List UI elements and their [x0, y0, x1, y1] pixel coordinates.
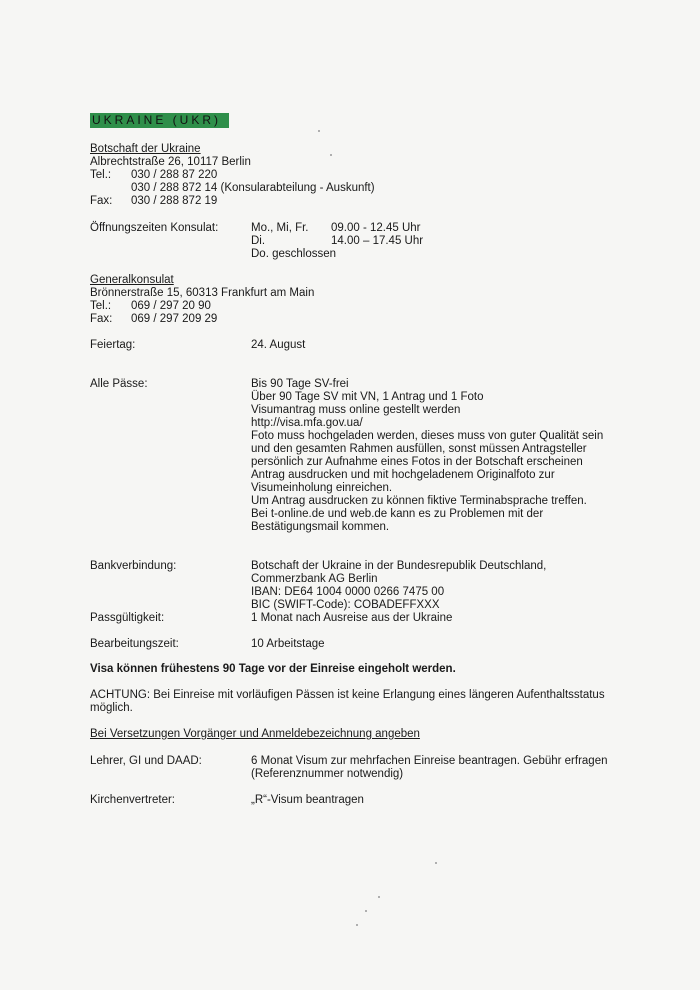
teachers-line: (Referenznummer notwendig): [251, 768, 404, 780]
church-label: Kirchenvertreter:: [90, 794, 176, 806]
scan-speck: [356, 924, 358, 926]
passes-line: Über 90 Tage SV mit VN, 1 Antrag und 1 Foto: [251, 391, 484, 403]
passes-line: Visumantrag muss online gestellt werden: [251, 404, 461, 416]
processing-label: Bearbeitungszeit:: [90, 638, 179, 650]
embassy-tel-2: 030 / 288 872 14 (Konsularabteilung - Auskunft): [131, 182, 375, 194]
embassy-tel-1: 030 / 288 87 220: [131, 169, 218, 181]
notice-bold: Visa können frühestens 90 Tage vor der Einreise eingeholt werden.: [90, 663, 456, 675]
church-value: „R“-Visum beantragen: [251, 794, 364, 806]
teachers-label: Lehrer, GI und DAAD:: [90, 755, 202, 767]
hours-closed: Do. geschlossen: [251, 248, 337, 260]
warning-line: möglich.: [90, 702, 133, 714]
consulate-tel-label: Tel.:: [90, 300, 112, 312]
bank-line: Botschaft der Ukraine in der Bundesrepublik Deutschland,: [251, 560, 547, 572]
validity-value: 1 Monat nach Ausreise aus der Ukraine: [251, 612, 453, 624]
passes-line: Bei t-online.de und web.de kann es zu Problemen mit der: [251, 508, 544, 520]
bank-iban: IBAN: DE64 1004 0000 0266 7475 00: [251, 586, 445, 598]
scan-speck: [435, 862, 437, 864]
bank-bic: BIC (SWIFT-Code): COBADEFFXXX: [251, 599, 440, 611]
passes-line: persönlich zur Aufnahme eines Fotos in der Botschaft erscheinen: [251, 456, 583, 468]
hours-label: Öffnungszeiten Konsulat:: [90, 222, 219, 234]
hours-days-2: Di.: [251, 235, 266, 247]
passes-line: Foto muss hochgeladen werden, dieses muss von guter Qualität sein: [251, 430, 604, 442]
embassy-heading: Botschaft der Ukraine: [90, 143, 201, 155]
hours-time-1: 09.00 - 12.45 Uhr: [331, 222, 421, 234]
embassy-fax-label: Fax:: [90, 195, 113, 207]
visa-url-link[interactable]: http://visa.mfa.gov.ua/: [251, 417, 363, 429]
country-title: UKRAINE (UKR): [90, 113, 229, 128]
passes-line: Um Antrag ausdrucken zu können fiktive Terminabsprache treffen.: [251, 495, 587, 507]
passes-line: und den gesamten Rahmen ausfüllen, sonst müssen Antragsteller: [251, 443, 587, 455]
holiday-value: 24. August: [251, 339, 306, 351]
hours-days-1: Mo., Mi, Fr.: [251, 222, 309, 234]
consulate-fax: 069 / 297 209 29: [131, 313, 218, 325]
transfer-heading: Bei Versetzungen Vorgänger und Anmeldebezeichnung angeben: [90, 728, 420, 740]
consulate-fax-label: Fax:: [90, 313, 113, 325]
hours-time-2: 14.00 – 17.45 Uhr: [331, 235, 424, 247]
teachers-line: 6 Monat Visum zur mehrfachen Einreise beantragen. Gebühr erfragen: [251, 755, 608, 767]
scan-speck: [378, 896, 380, 898]
embassy-address: Albrechtstraße 26, 10117 Berlin: [90, 156, 251, 168]
embassy-tel-label: Tel.:: [90, 169, 112, 181]
passes-line: Antrag ausdrucken und mit hochgeladenem Originalfoto zur: [251, 469, 555, 481]
consulate-tel: 069 / 297 20 90: [131, 300, 211, 312]
consulate-address: Brönnerstraße 15, 60313 Frankfurt am Main: [90, 287, 315, 299]
passes-line: Visumeinholung einreichen.: [251, 482, 393, 494]
processing-value: 10 Arbeitstage: [251, 638, 325, 650]
holiday-label: Feiertag:: [90, 339, 136, 351]
passes-line: Bestätigungsmail kommen.: [251, 521, 390, 533]
warning-line: ACHTUNG: Bei Einreise mit vorläufigen Pässen ist keine Erlangung eines längeren Aufenthaltsstatus: [90, 689, 605, 701]
embassy-fax: 030 / 288 872 19: [131, 195, 218, 207]
bank-label: Bankverbindung:: [90, 560, 177, 572]
bank-line: Commerzbank AG Berlin: [251, 573, 378, 585]
consulate-heading: Generalkonsulat: [90, 274, 174, 286]
scan-speck: [318, 130, 320, 132]
scan-speck: [330, 154, 332, 156]
passes-label: Alle Pässe:: [90, 378, 148, 390]
passes-line: Bis 90 Tage SV-frei: [251, 378, 349, 390]
scan-speck: [365, 910, 367, 912]
validity-label: Passgültigkeit:: [90, 612, 165, 624]
